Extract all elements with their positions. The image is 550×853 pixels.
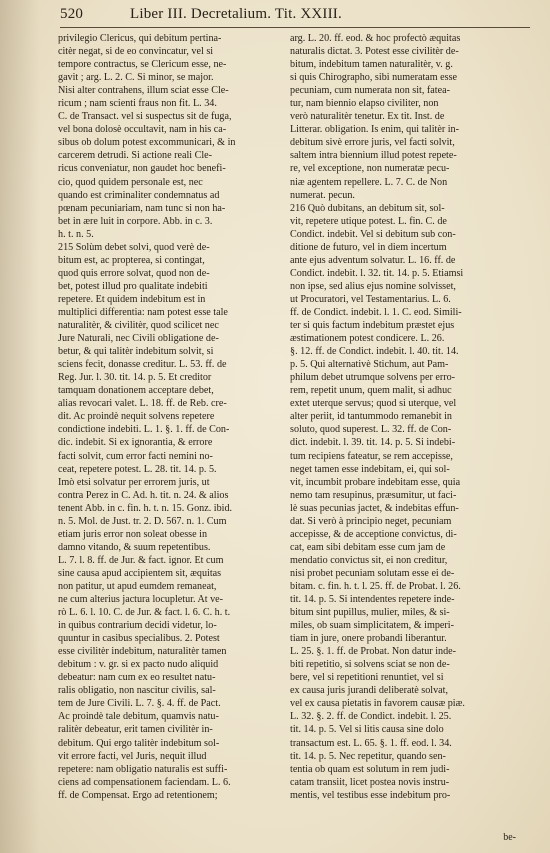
left-text-column [58,32,276,802]
text-line: vel ex causa pietatis in favorem causæ piæ. [290,698,465,710]
text-line: dict. indebit. l. 39. tit. 14. p. 5. Si indebi- [290,437,456,449]
text-line: pœnam pecuniariam, nam tunc si non ha- [58,202,226,214]
text-line: h. t. n. 5. [58,228,94,240]
text-line: Condict. indebit. Vel si debitum sub con- [290,228,456,240]
text-line: tit. 14. p. 5. Nec repetitur, quando sen- [290,750,446,762]
text-line: repetere. Et quidem indebitum est in [58,293,206,305]
text-line: vit, incumbit probare indebitam esse, quia [290,476,461,488]
text-line: privilegio Clericus, qui debitum pertina- [58,33,222,44]
text-line: tur, nam biennio elapso civiliter, non [290,98,439,110]
text-line: etiam juris error non soleat obesse in [58,528,208,540]
text-line: ff. de Compensat. Ergo ad retentionem; [58,789,218,801]
header-rule [60,27,530,28]
text-line: vit errore facti, vel Juris, nequit illud [58,750,207,762]
text-line: ne cum alterius jactura locupletur. At ve- [58,594,224,606]
text-line: ditione de futuro, vel in diem incertum [290,241,447,253]
text-line: extet uterque servus; quod si uterque, vel [290,398,457,410]
text-line: in quibus contrarium decidi videtur, lo- [58,620,217,632]
text-line: debitum : v. gr. si ex pacto nudo aliquid [58,659,219,671]
running-title: Liber III. Decretalium. Tit. XXIII. [130,6,342,22]
text-line: soluto, quod superest. L. 32. ff. de Con- [290,424,452,436]
text-line: Condict. indebit. l. 32. tit. 14. p. 5. Etiamsi [290,267,464,279]
text-line: betur, & qui talitèr indebitum solvit, si [58,346,214,358]
right-text-column [290,32,510,802]
text-line: ricum ; nam scienti fraus non fit. L. 34. [58,98,217,110]
text-line: sine causa apud accipientem sit, æquitas [58,567,222,579]
text-line: vit, repetere utique potest. L. fin. C. de [290,215,447,227]
text-line: condictione indebiti. L. 1. §. 1. ff. de Con- [58,424,230,436]
text-line: transactum est. L. 65. §. 1. ff. eod. l. 34. [290,737,452,749]
catchword: be- [503,832,516,843]
text-line: vel bona dolosè occultavit, nam in his ca- [58,124,227,136]
text-line: tentia ob quam est solutum in rem judi- [290,763,450,775]
text-line: naturalis dictat. 3. Potest esse civilitèr de- [290,46,459,58]
text-line: tamquam donationem acceptare debet, [58,385,214,397]
text-line: verò naturalitèr tenetur. Ex tit. Inst. de [290,111,445,123]
text-line: æstimationem potest condicere. L. 26. [290,333,445,345]
text-line: debeatur: nam cum ex eo resultet natu- [58,672,216,684]
text-line: philum debet utrumque solvens per erro- [290,372,456,384]
text-line: multiplici differentia: nam potest esse tale [58,306,228,318]
text-line: alias revocari valet. L. 18. ff. de Reb. cre- [58,398,227,410]
text-line: bet in ære luit in corpore. Abb. in c. 3. [58,215,213,227]
text-line: L. 32. §. 2. ff. de Condict. indebit. l. 25. [290,711,452,723]
text-line: pecuniam, cum numerata non sit, fatea- [290,85,450,97]
text-line: ex causa juris jurandi deliberatè solvat, [290,685,449,697]
text-line: lè suas pecunias jactet, & indebitas effun- [290,502,459,514]
text-line: alter periit, id tantummodo remanebit in [290,411,452,423]
text-line: biti repetitio, si solvens sciat se non de- [290,659,450,671]
text-line: §. 12. ff. de Condict. indebit. l. 40. tit. 14. [290,346,459,358]
text-line: tempore contractus, se Clericum esse, ne- [58,59,227,71]
text-line: citèr negat, si de eo convincatur, vel si [58,46,214,58]
text-line: mentis, vel testibus esse indebitum pro- [290,789,451,801]
text-line: Nisi alter contrahens, illum sciat esse Cle- [58,85,229,97]
text-line: ceat, repetere potest. L. 28. tit. 14. p. 5. [58,463,217,475]
text-line: si quis Chirographo, sibi numeratam esse [290,72,458,84]
text-line: gavit ; arg. L. 2. C. Si minor, se major. [58,72,214,84]
text-line: contra Perez in C. Ad. h. tit. n. 24. & alios [58,489,229,501]
text-line: Reg. Jur. l. 30. tit. 14. p. 5. Et creditor [58,372,212,384]
page-gutter-shadow [0,0,40,853]
text-line: miles, ob suam simplicitatem, & imperi- [290,620,454,632]
text-line: facti solvit, cum error facti nemini no- [58,450,213,462]
text-line: saltem intra biennium illud potest repete- [290,150,457,162]
text-line: nisi probet pecuniam solutam esse ei de- [290,567,455,579]
text-line: L. 25. §. 1. ff. de Probat. Non datur inde- [290,646,456,658]
text-line: p. 5. Qui alternativè Stichum, aut Pam- [290,359,449,371]
text-line: ralitèr debeatur, erit tamen civilitèr in- [58,724,213,736]
text-line: niæ agentem repellere. L. 7. C. de Non [290,176,448,188]
text-line: debitum. Qui ergo talitèr indebitum sol- [58,737,220,749]
text-line: bet, potest illud pro qualitate indebiti [58,280,208,292]
text-line: quod quis errore solvat, quod non de- [58,267,210,279]
text-line: L. 7. l. 8. ff. de Jur. & fact. ignor. Et cum [58,554,224,566]
text-line: rò L. 6. l. 10. C. de Jur. & fact. l. 6. C. h. t. [58,607,231,619]
text-line: naturalitèr, & civilitèr, quod scilicet nec [58,320,219,332]
text-line: bitum sint pupillus, mulier, miles, & si- [290,607,450,619]
text-line: 215 Solùm debet solvi, quod verè de- [58,241,210,253]
text-line: rem, repetit unum, quem malit, si adhuc [290,385,452,397]
text-line: tit. 14. p. 5. Si intendentes repetere inde- [290,594,455,606]
text-line: re, vel exceptione, non numeratæ pecu- [290,163,450,175]
text-line: tiam in jure, onere probandi liberantur. [290,633,447,645]
text-line: cat, eam sibi debitam esse cum jam de [290,541,446,553]
text-line: debitum sivè errore juris, vel facti solvit, [290,137,455,149]
text-line: damno vitando, & suum repetentibus. [58,541,211,553]
text-line: non patitur, ut apud eumdem remaneat, [58,580,217,592]
page-number: 520 [60,6,84,22]
text-line: neget tamen esse indebitam, ei, qui sol- [290,463,450,475]
text-line: tenent Abb. in c. fin. h. t. n. 15. Gonz. ibid. [58,502,233,514]
text-line: bitum est, ac propterea, si contingat, [58,254,205,266]
text-line: Jure Naturali, nec Civili obligatione de- [58,333,219,345]
text-line: n. 5. Mol. de Just. tr. 2. D. 567. n. 1. Cum [58,515,227,527]
page-header [60,6,530,26]
text-line: tem de Jure Civili. L. 7. §. 4. ff. de Pact. [58,698,221,710]
text-line: catam transiit, licet postea novis instru- [290,776,450,788]
text-line: repetere: nam obligatio naturalis est suffi- [58,763,228,775]
text-line: tit. 14. p. 5. Vel si litis causa sine dolo [290,724,444,736]
text-line: ter si quis factum indebitum præstet ejus [290,320,455,332]
text-line: 216 Quò dubitans, an debitum sit, sol- [290,202,445,214]
text-line: ante ejus adventum solvatur. L. 16. ff. de [290,254,456,266]
text-line: ut Procuratori, vel Testamentarius. L. 6. [290,293,451,305]
text-line: nemo tam resupinus, præsumitur, ut faci- [290,489,457,501]
text-line: ricus conveniatur, non gaudet hoc benefi- [58,163,226,175]
text-line: mendatio convictus sit, ei non creditur, [290,554,448,566]
text-line: Litterar. obligation. Is enim, qui talitèr in- [290,124,459,136]
text-line: esse civilitèr indebitum, naturalitèr tamen [58,646,227,658]
text-line: Imò etsi solvatur per errorem juris, ut [58,476,210,488]
text-line: sciens fecit, donasse creditur. L. 53. ff. de [58,359,227,371]
text-line: ff. de Condict. indebit. l. 1. C. eod. Simili- [290,306,462,318]
text-line: bitam. c. fin. h. t. l. 25. ff. de Probat. l. 26. [290,580,461,592]
text-line: dit. Ac proindè nequit solvens repetere [58,411,215,423]
text-line: quuntur in casibus specialibus. 2. Potest [58,633,220,645]
text-line: tum recipiens fateatur, se rem accepisse, [290,450,453,462]
text-line: carcerem detrudi. Si actione reali Cle- [58,150,213,162]
text-line: bere, vel si repetitioni renuntiet, vel si [290,672,444,684]
text-line: Ac proindè tale debitum, quamvis natu- [58,711,219,723]
text-line: accepisse, & de acceptione convictus, di- [290,528,457,540]
text-line: arg. L. 20. ff. eod. & hoc profectò æquitas [290,33,461,44]
text-line: ralis obligatio, non nascitur civilis, sal- [58,685,216,697]
text-line: ciens ad compensationem faciendam. L. 6. [58,776,231,788]
text-line: numerat. pecun. [290,189,355,201]
text-line: dic. indebit. Si ex ignorantia, & errore [58,437,213,449]
text-line: C. de Transact. vel si suspectus sit de fuga, [58,111,232,123]
text-line: quando est criminaliter condemnatus ad [58,189,220,201]
text-line: dat. Si verò à principio neget, pecuniam [290,515,452,527]
text-line: bitum, indebitum tamen naturalitèr, v. g. [290,59,453,71]
text-line: cio, quod quidem personale est, nec [58,176,203,188]
text-line: non ipse, sed alius ejus nomine solvisset, [290,280,456,292]
text-line: sibus ob dolum potest excommunicari, & in [58,137,236,149]
